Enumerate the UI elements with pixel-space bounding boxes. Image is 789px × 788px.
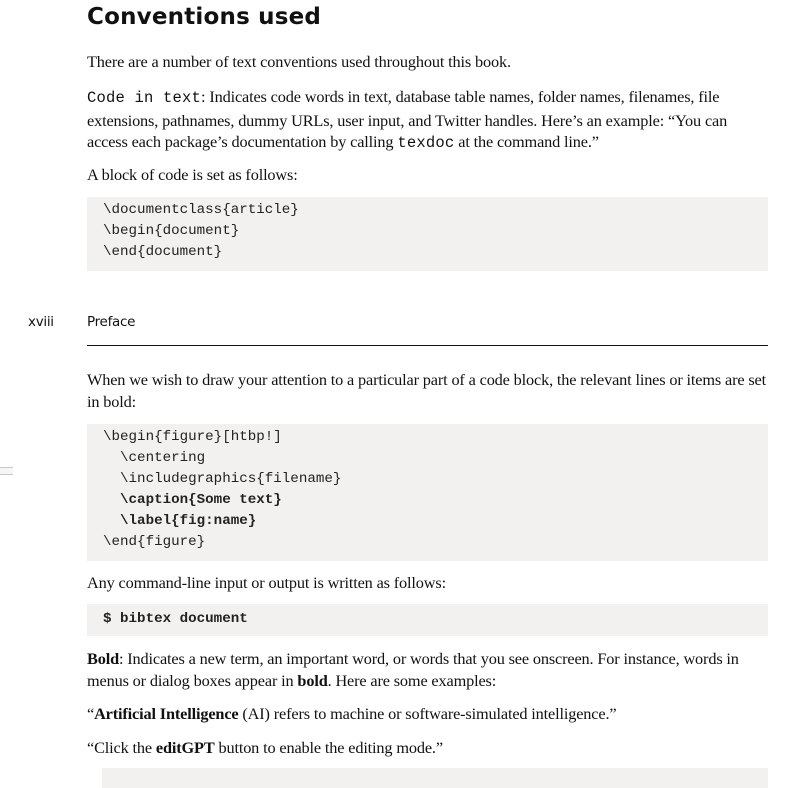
page-number: xviii xyxy=(28,314,54,330)
example-editgpt-rest: button to enable the editing mode.” xyxy=(214,738,443,757)
code-in-text-description: : Indicates code words in text, database table names, folder names, filenames, file extensions, pathnames, dummy URLs, user input, and Twitter handles. Here’s an example: “You can access each package’s documentation by calling xyxy=(87,87,728,151)
command-line: $ bibtex document xyxy=(103,611,248,627)
code-block-documentclass xyxy=(87,197,768,271)
code-block-cutoff xyxy=(102,768,768,788)
bold-convention-description: : Indicates a new term, an important word, or words that you see onscreen. For instance, words in menus or dialog boxes appear in xyxy=(87,649,739,690)
code-line: \end{document} xyxy=(103,244,223,260)
example-editgpt-start: “Click the xyxy=(87,738,156,757)
example-editgpt xyxy=(87,737,771,759)
bold-term: Bold xyxy=(87,649,119,668)
code-line-bold: \label{fig:name} xyxy=(103,513,257,529)
code-line: \end{figure} xyxy=(103,534,206,550)
bold-word: bold xyxy=(297,670,328,690)
running-head: Preface xyxy=(87,314,136,330)
intro-paragraph: There are a number of text conventions used throughout this book. xyxy=(87,52,511,71)
example-ai xyxy=(87,703,771,725)
side-marker xyxy=(0,467,13,475)
code-block-intro: A block of code is set as follows: xyxy=(87,165,298,184)
command-block xyxy=(87,604,768,636)
code-line-bold: \caption{Some text} xyxy=(103,492,282,508)
code-line: \centering xyxy=(103,450,206,466)
header-rule xyxy=(87,345,768,346)
code-block-figure xyxy=(87,424,768,561)
inline-code-texdoc: texdoc xyxy=(397,134,455,152)
bold-convention-description-end: . Here are some examples: xyxy=(327,670,497,690)
bold-lines-intro: When we wish to draw your attention to a particular part of a code block, the relevant lines or items are set in bold: xyxy=(87,370,766,411)
code-in-text-term: Code in text xyxy=(87,89,202,107)
command-line-intro: Any command-line input or output is written as follows: xyxy=(87,573,446,592)
code-line: \includegraphics{filename} xyxy=(103,471,342,487)
bold-convention-paragraph xyxy=(87,648,771,691)
section-heading: Conventions used xyxy=(87,4,322,30)
code-in-text-paragraph xyxy=(87,86,771,155)
code-line: \begin{document} xyxy=(103,223,240,239)
code-line: \begin{figure}[htbp!] xyxy=(103,429,282,445)
example-ai-rest: (AI) refers to machine or software-simulated intelligence.” xyxy=(238,704,617,723)
example-editgpt-bold: editGPT xyxy=(155,738,215,757)
code-in-text-description-end: at the command line.” xyxy=(454,132,599,151)
example-ai-bold: Artificial Intelligence xyxy=(94,704,239,723)
example-ai-open-quote: “ xyxy=(87,704,95,723)
code-line: \documentclass{article} xyxy=(103,202,299,218)
